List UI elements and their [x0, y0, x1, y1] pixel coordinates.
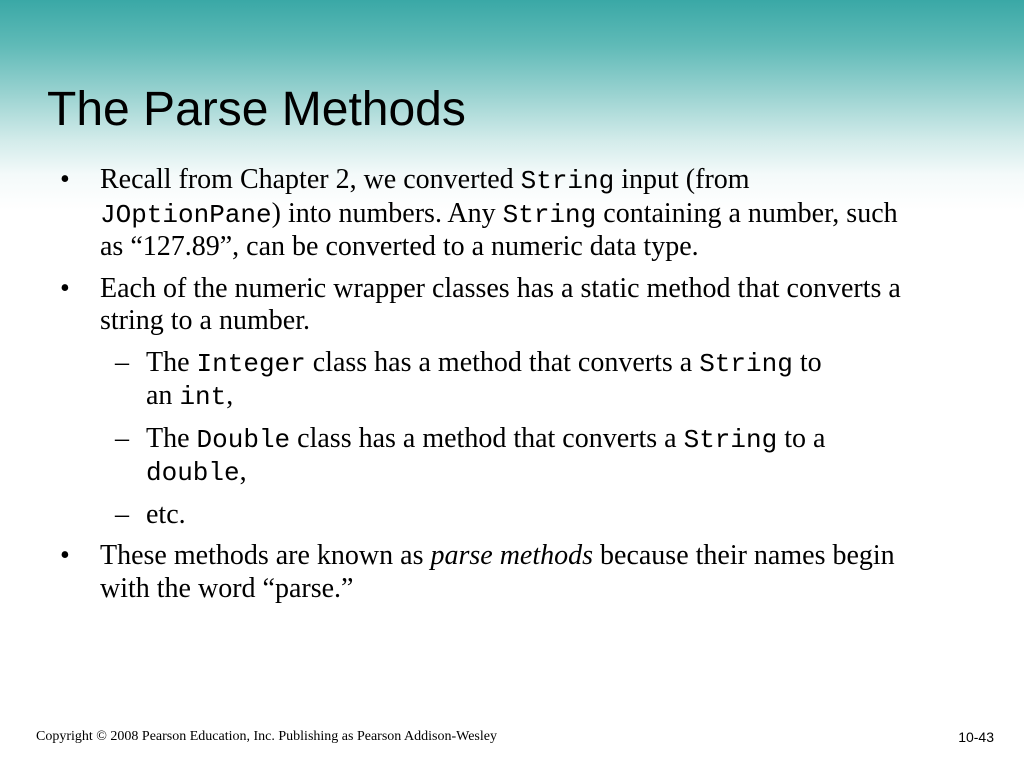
code-double-type: double: [146, 458, 240, 488]
code-int: int: [179, 382, 227, 412]
sub-bullet-marker: –: [115, 498, 129, 530]
sub-bullet-etc: [0, 499, 846, 532]
sub-bullet-marker: –: [115, 346, 129, 378]
bullet-marker: •: [60, 272, 70, 304]
slide-number: 10-43: [958, 729, 994, 745]
sub-bullet-double: [0, 423, 846, 490]
bullet-text: containing a number, such as “127.89”, can be converted to a numeric data type.: [100, 197, 898, 262]
bullet-text: input (from: [614, 164, 750, 195]
code-string: String: [502, 199, 597, 230]
code-integer: Integer: [196, 348, 306, 379]
footer-copyright: Copyright © 2008 Pearson Education, Inc. Publishing as Pearson Addison-Wesley: [36, 729, 497, 744]
sub-bullet-text: to a: [777, 422, 826, 454]
code-string: String: [520, 166, 615, 196]
bullet-parse-methods: [0, 540, 920, 605]
bullet-text: Recall from Chapter 2, we converted: [100, 164, 521, 195]
sub-bullet-text: ,: [226, 380, 234, 411]
slide-content: [0, 164, 1000, 614]
sub-bullet-text: The: [146, 346, 197, 378]
bullet-text: Each of the numeric wrapper classes has a static method that converts a string to a number.: [100, 272, 901, 336]
bullet-text: These methods are known as: [100, 540, 431, 571]
code-joptionpane: JOptionPane: [100, 199, 272, 230]
bullet-wrapper-classes: [0, 273, 920, 338]
code-string: String: [699, 348, 793, 379]
bullet-marker: •: [60, 164, 70, 195]
sub-bullet-text: class has a method that converts a: [290, 422, 684, 454]
code-double-class: Double: [196, 424, 291, 455]
sub-bullet-text: class has a method that converts a: [305, 346, 700, 378]
sub-bullet-text: etc.: [146, 498, 186, 530]
bullet-recall-chapter-2: [0, 164, 920, 264]
sub-bullet-integer: [0, 347, 846, 414]
code-string: String: [683, 424, 778, 455]
slide-title: The Parse Methods: [47, 83, 466, 136]
bullet-text: ) into numbers. Any: [271, 197, 503, 229]
emphasis-parse-methods: parse methods: [430, 540, 594, 571]
sub-bullet-marker: –: [115, 422, 129, 454]
bullet-text: because their names begin with the word “parse.”: [100, 540, 895, 604]
sub-bullet-text: The: [146, 422, 197, 454]
bullet-marker: •: [60, 540, 70, 571]
sub-bullet-text: to an: [146, 346, 822, 411]
sub-bullet-text: ,: [239, 456, 247, 487]
